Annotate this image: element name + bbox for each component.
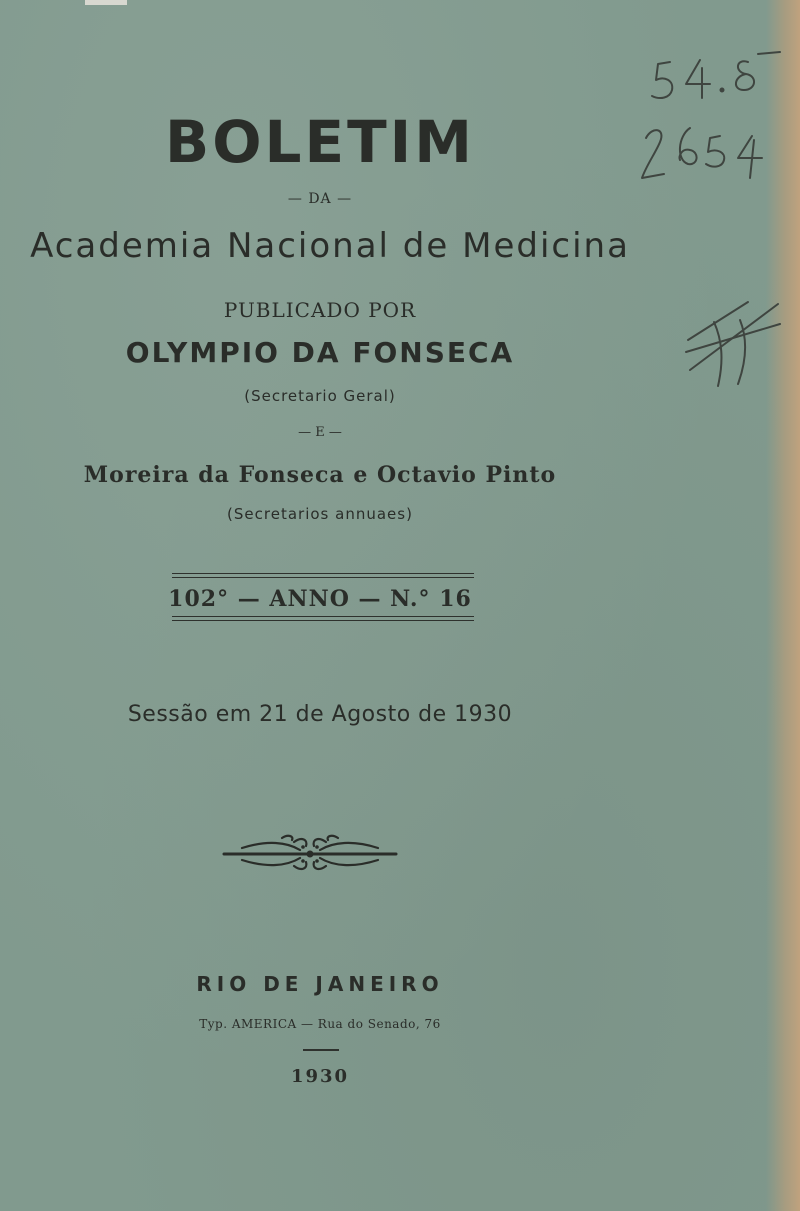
session-date: Sessão em 21 de Agosto de 1930: [127, 702, 513, 727]
issue-rule-top-2: [172, 577, 474, 578]
editor-role: (Secretario Geral): [244, 387, 396, 405]
issue-rule-top: [172, 573, 474, 574]
printer-line: Typ. AMERICA — Rua do Senado, 76: [199, 1017, 441, 1031]
cover-da: — DA —: [287, 191, 353, 207]
published-by: PUBLICADO POR: [223, 298, 417, 322]
conjunction: — E —: [298, 425, 342, 440]
co-editors: Moreira da Fonseca e Octavio Pinto: [83, 462, 557, 488]
issue-rule-bottom-2: [172, 620, 474, 621]
city-name: RIO DE JANEIRO: [196, 972, 444, 996]
co-editors-role: (Secretarios annuaes): [227, 505, 413, 523]
paper-tab: [85, 0, 127, 5]
ornament-icon: [222, 832, 398, 876]
institution-name: Academia Nacional de Medicina: [30, 226, 630, 266]
editor-name: OLYMPIO DA FONSECA: [125, 336, 515, 369]
handwritten-annotation-icon: [630, 40, 800, 400]
publication-year: 1930: [290, 1066, 350, 1087]
issue-rule-bottom: [172, 616, 474, 617]
cover-title: BOLETIM: [165, 108, 475, 176]
year-rule: [303, 1049, 339, 1051]
issue-number: 102° — ANNO — N.° 16: [168, 586, 472, 612]
